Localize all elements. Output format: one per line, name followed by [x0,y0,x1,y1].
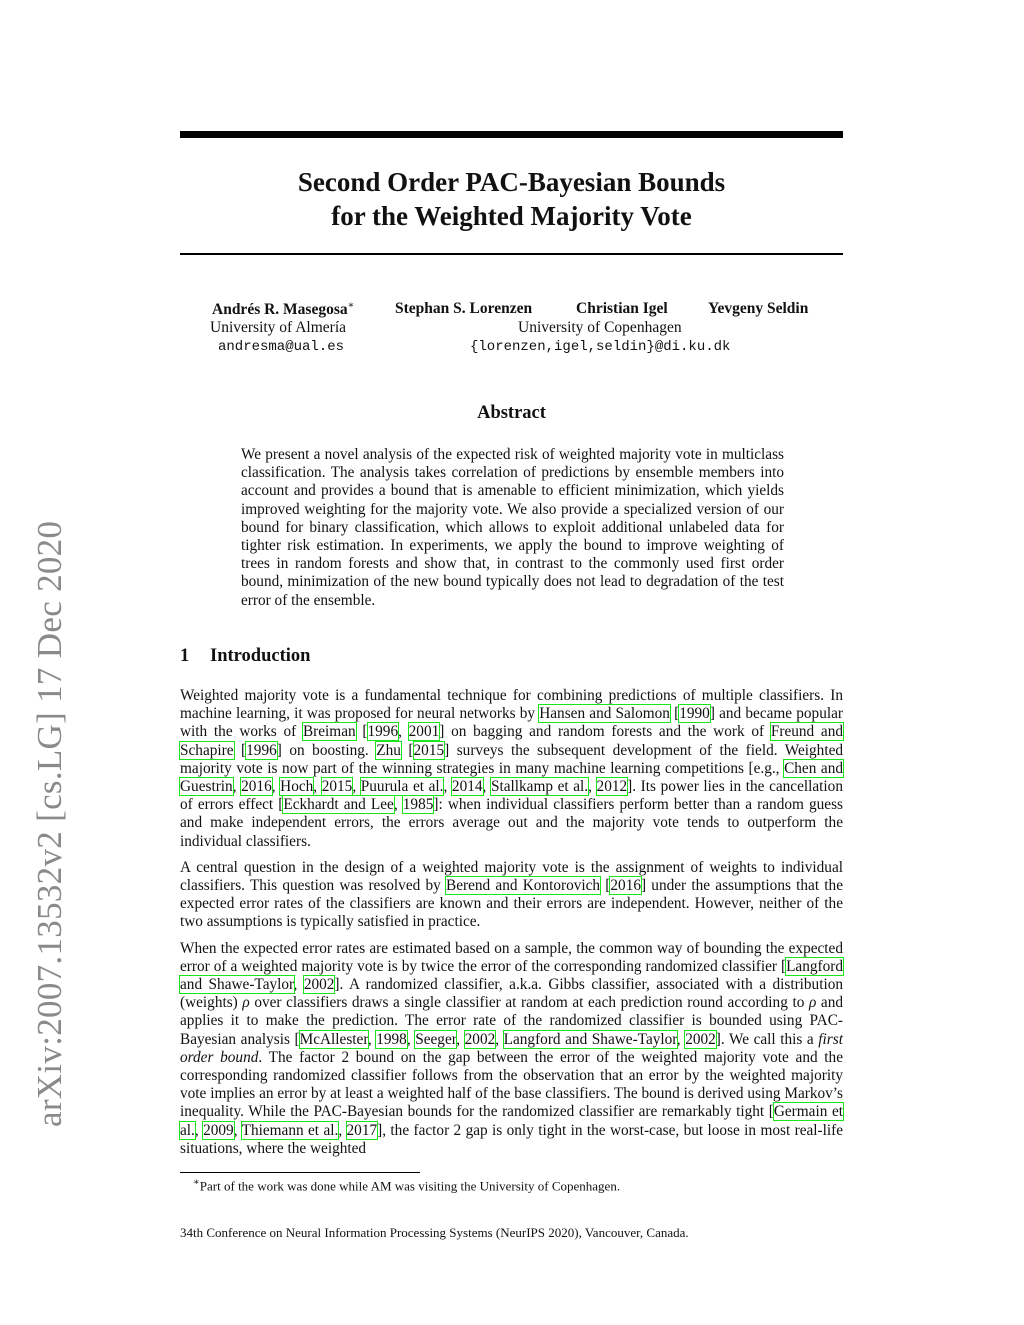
citation-link[interactable]: 1998 [376,1030,407,1048]
citation-link[interactable]: 2016 [241,778,272,796]
citation-link[interactable]: Breiman [302,723,356,741]
text-run: [ [400,741,414,759]
text-run: , [398,723,409,741]
author-lorenzen: Stephan S. Lorenzen [395,300,533,317]
citation-link[interactable]: 2001 [408,723,440,741]
text-run: [ [233,741,247,759]
text-run: , [194,1121,204,1139]
arxiv-identifier: arXiv:2007.13532v2 [cs.LG] 17 Dec 2020 [30,520,69,1127]
citation-link[interactable]: Hansen and Salomon [539,705,670,723]
section-heading [180,646,310,667]
citation-link[interactable]: Hoch [280,778,314,796]
footnote [193,1177,620,1194]
email-almeria: andresma@ual.es [218,339,345,355]
text-run: ] under the assumptions that the expected error rates of the classifiers are known and their errors are independent. However, neither of the two assumptions is typically satisfied in practice. [180,877,843,931]
citation-link[interactable]: 1990 [679,705,710,723]
text-run: ]. Its power lies in the cancellation of errors effect [ [180,778,843,814]
text-run: [ [355,723,368,741]
abstract-heading: Abstract [477,403,546,423]
paragraph [180,687,843,851]
text-run: , [482,778,491,796]
text-run: ]. We call this a [715,1030,819,1048]
email-copenhagen: {lorenzen,igel,seldin}@di.ku.dk [470,339,731,355]
citation-link[interactable]: 2002 [685,1030,716,1048]
text-run: [ [600,877,611,895]
paragraph [180,940,843,1158]
italic-text: ρ [242,994,250,1012]
title-line-2: for the Weighted Majority Vote [331,201,692,231]
citation-link[interactable]: Zhu [376,741,401,759]
citation-link[interactable]: 2012 [596,778,628,796]
citation-link[interactable]: Chen and Guestrin [180,759,843,796]
citation-link[interactable]: McAllester [299,1030,368,1048]
citation-link[interactable]: Stallkamp et al. [490,778,589,796]
citation-link[interactable]: Thiemann et al. [241,1121,339,1139]
affiliation-copenhagen: University of Copenhagen [518,319,682,336]
text-run: , [313,778,322,796]
footnote-text: Part of the work was done while AM was visiting the University of Copenhagen. [199,1178,621,1194]
footnote-rule [180,1172,420,1173]
author-masegosa: Andrés R. Masegosa∗ [212,300,355,319]
text-run: ] on boosting. [276,741,377,759]
title-bottom-rule [180,253,843,255]
text-run: , [232,778,242,796]
citation-link[interactable]: Langford and Shawe-Taylor [180,957,843,994]
citation-link[interactable]: 2017 [346,1121,378,1139]
citation-link[interactable]: Eckhardt and Lee [283,796,394,814]
citation-link[interactable]: 2014 [451,778,483,796]
author-seldin: Yevgeny Seldin [708,300,809,317]
footnote-mark: ∗ [193,1177,200,1188]
citation-link[interactable]: 2002 [464,1030,496,1048]
citation-link[interactable]: Langford and Shawe-Taylor [503,1030,677,1048]
text-run: , [393,796,403,814]
text-run: [ [669,705,680,723]
citation-link[interactable]: Puurula et al. [360,778,444,796]
citation-link[interactable]: 1985 [402,796,434,814]
citation-link[interactable]: 2015 [321,778,353,796]
citation-link[interactable]: Germain et al. [180,1103,843,1139]
introduction-body [180,687,843,1166]
text-run: , [367,1030,377,1048]
paper-title [180,165,843,233]
title-top-rule [180,131,843,138]
italic-text: ρ [808,994,817,1012]
citation-link[interactable]: 2009 [203,1121,234,1139]
text-run: , [338,1121,347,1139]
section-title: Introduction [210,646,311,666]
text-run: ] and became popular with the works of [180,705,843,741]
text-run: , [495,1030,504,1048]
citation-link[interactable]: 2002 [303,976,335,994]
citation-link[interactable]: Berend and Kontorovich [446,877,601,895]
text-run: , [271,778,281,796]
paragraph [180,859,843,932]
text-run: ] surveys the subsequent development of the field. Weighted majority vote is now part of the winning strategies in many machine learning competitions [e.g., [180,741,844,777]
citation-link[interactable]: Freund and Schapire [180,723,844,759]
text-run: , [588,778,597,796]
section-number: 1 [180,646,190,666]
citation-link[interactable]: 1996 [246,741,277,759]
text-run: over classifiers draws a single classifier at random at each prediction round according to [249,994,809,1012]
citation-link[interactable]: 2016 [610,877,641,895]
text-run: ]. A randomized classifier, a.k.a. Gibbs classifier, associated with a distribution (weights) [180,976,844,1012]
text-run: When the expected error rates are estimated based on a sample, the common way of bounding the expected error of a weighted majority vote is by twice the error of the corresponding randomized classifier [ [180,939,843,975]
text-run: Weighted majority vote is a fundamental technique for combining predictions of multiple classifiers. In machine learning, it was proposed for neural networks by [180,687,843,723]
text-run: ]: when individual classifiers perform better than a random guess and make independent errors, the errors average out and the majority vote tends to outperform the individual classifiers. [180,796,843,850]
text-run: , [676,1030,686,1048]
text-run: A central question in the design of a weighted majority vote is the assignment of weights to individual classifiers. This question was resolved by [180,858,843,895]
author-igel: Christian Igel [576,300,668,317]
text-run: , [406,1030,416,1048]
citation-link[interactable]: 1996 [367,723,399,741]
text-run: ] on bagging and random forests and the work of [439,723,771,741]
abstract-text: We present a novel analysis of the expected risk of weighted majority vote in multiclass classification. The analysis takes correlation of predictions by ensemble members into account and provides a bound that is amenable to efficient minimization, which yields improved weighting for the majority vote. We also provide a specialized version of our bound for binary classification, which allows to exploit additional unlabeled data for tighter risk estimation. In experiments, we apply the bound to improve weighting of trees in random forests and show that, in contrast to the commonly used first order bound, minimization of the new bound typically does not lead to degradation of the test error of the ensemble. [241,446,784,609]
citation-link[interactable]: Seeger [415,1030,457,1048]
text-run: ], the factor 2 gap is only tight in the worst-case, but loose in most real-life situations, where the weighted [180,1121,843,1157]
affiliation-almeria: University of Almería [210,319,347,336]
text-run: , [352,778,361,796]
citation-link[interactable]: 2015 [413,741,445,759]
venue-line: 34th Conference on Neural Information Processing Systems (NeurIPS 2020), Vancouver, Canada. [180,1225,689,1240]
text-run: , [456,1030,465,1048]
text-run: , [293,976,304,994]
title-line-1: Second Order PAC-Bayesian Bounds [297,167,726,197]
text-run: , [443,778,452,796]
italic-text: first order bound [180,1030,843,1066]
text-run: . The factor 2 bound on the gap between the error of the weighted majority vote and the corresponding randomized classifier follows from the observation that an error by the weighted majority vote implies an error by at least a weighted half of the base classifiers. The bound is derived using Markov’s inequality. While the PAC-Bayesian bounds for the randomized classifier are remarkably tight [ [180,1048,843,1121]
text-run: , [233,1121,242,1139]
author-footnote-mark: ∗ [347,300,355,311]
text-run: and applies it to make the prediction. The error rate of the randomized classifier is bounded using PAC-Bayesian analysis [ [180,994,843,1048]
